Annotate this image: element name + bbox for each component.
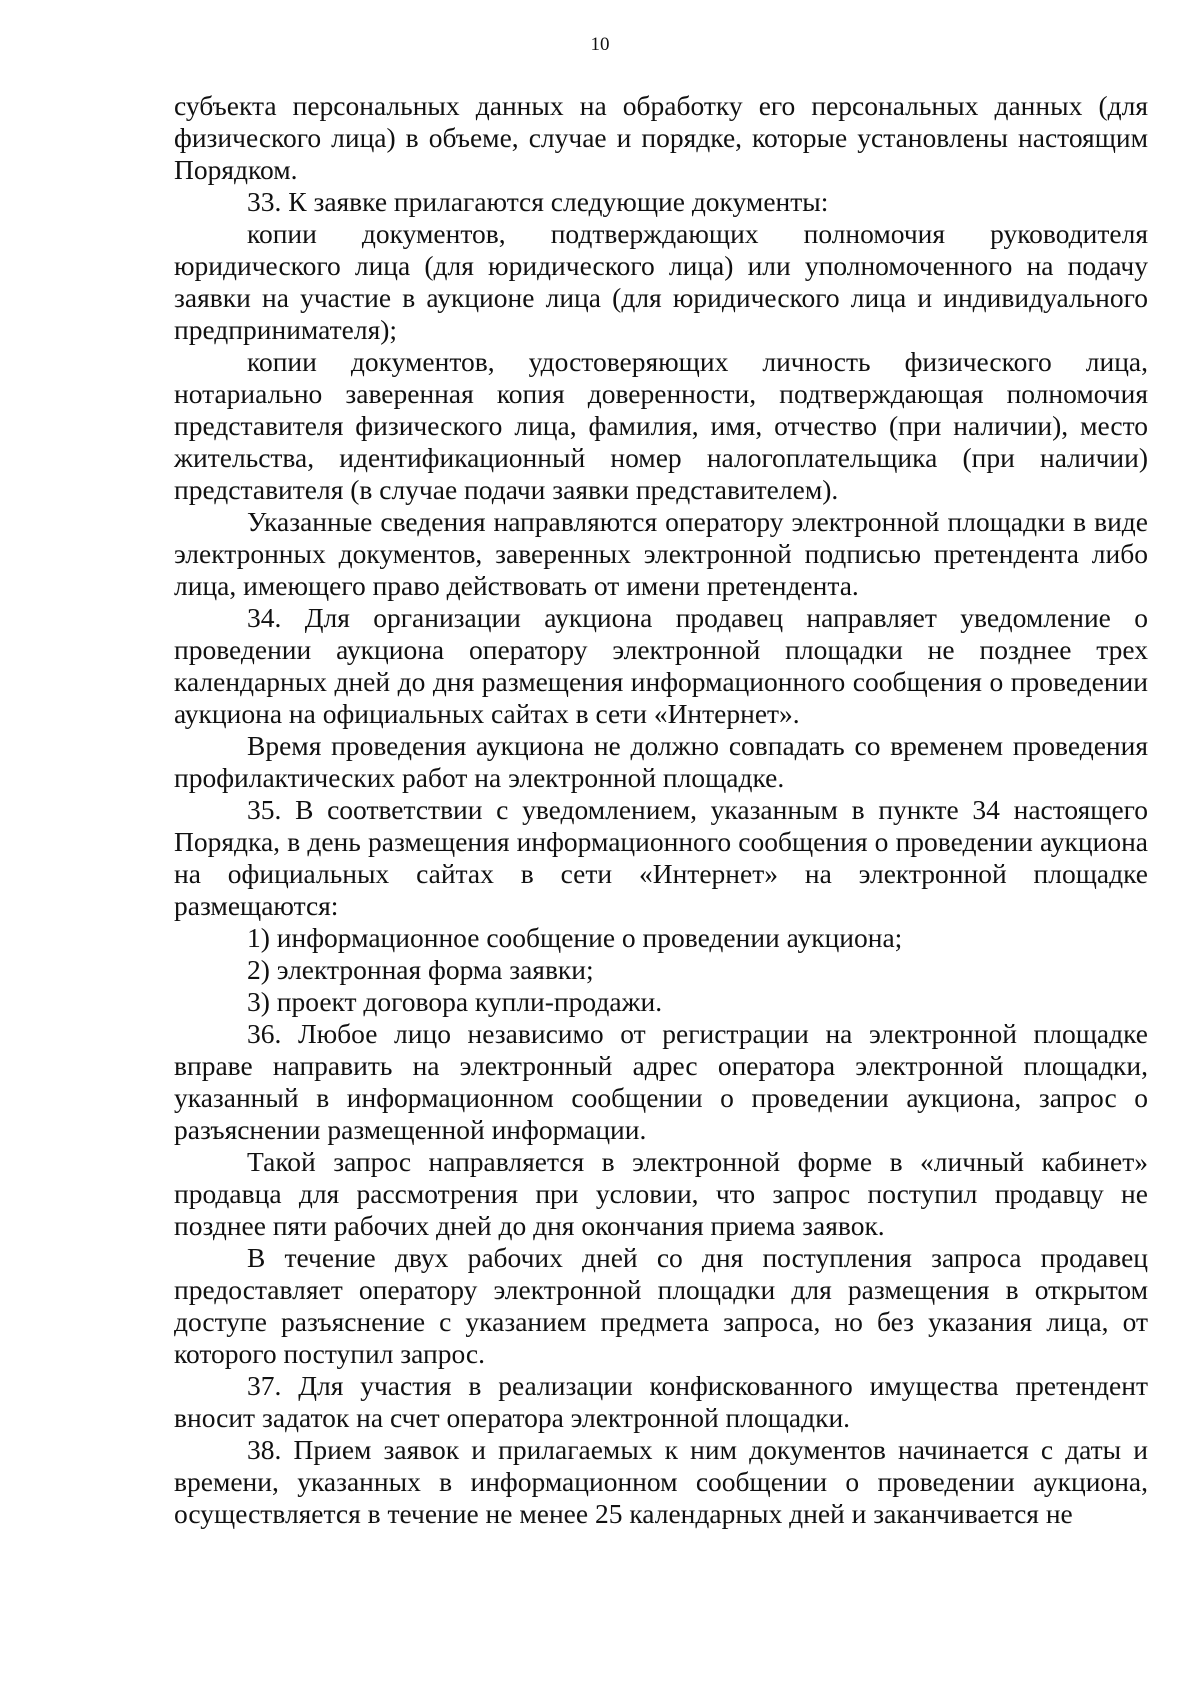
paragraph-item-35: 35. В соответствии с уведомлением, указанным в пункте 34 настоящего Порядка, в день размещения информационного сообщения о проведении аукциона на официальных сайтах в сети «Интернет» на электронной площадке размещаются:: [174, 794, 1148, 921]
paragraph-item-37: 37. Для участия в реализации конфискованного имущества претендент вносит задаток на счет оператора электронной площадки.: [174, 1370, 1148, 1433]
paragraph-auction-time: Время проведения аукциона не должно совпадать со временем проведения профилактических работ на электронной площадке.: [174, 730, 1148, 793]
paragraph-item-34: 34. Для организации аукциона продавец направляет уведомление о проведении аукциона оператору электронной площадки не позднее трех календарных дней до дня размещения информационного сообщения о проведении аукциона на официальных сайтах в сети «Интернет».: [174, 602, 1148, 729]
list-item-2: 2) электронная форма заявки;: [247, 954, 594, 985]
paragraph-item-33: 33. К заявке прилагаются следующие документы:: [247, 186, 829, 217]
document-body: [174, 90, 1148, 1530]
paragraph-copies-individual: копии документов, удостоверяющих личность физического лица, нотариально заверенная копия доверенности, подтверждающая полномочия представителя физического лица, фамилия, имя, отчество (при наличии), место жительства, идентификационный номер налогоплательщика (при наличии) представителя (в случае подачи заявки представителем).: [174, 346, 1148, 505]
paragraph-item-38: 38. Прием заявок и прилагаемых к ним документов начинается с даты и времени, указанных в информационном сообщении о проведении аукциона, осуществляется в течение не менее 25 календарных дней и заканчивается не: [174, 1434, 1148, 1529]
paragraph-item-36: 36. Любое лицо независимо от регистрации на электронной площадке вправе направить на электронный адрес оператора электронной площадки, указанный в информационном сообщении о проведении аукциона, запрос о разъяснении размещенной информации.: [174, 1018, 1148, 1145]
paragraph-electronic-docs: Указанные сведения направляются оператору электронной площадки в виде электронных документов, заверенных электронной подписью претендента либо лица, имеющего право действовать от имени претендента.: [174, 506, 1148, 601]
list-item-1: 1) информационное сообщение о проведении аукциона;: [247, 922, 903, 953]
paragraph-request-form: Такой запрос направляется в электронной форме в «личный кабинет» продавца для рассмотрения при условии, что запрос поступил продавцу не позднее пяти рабочих дней до дня окончания приема заявок.: [174, 1146, 1148, 1241]
paragraph-continuation: субъекта персональных данных на обработку его персональных данных (для физического лица) в объеме, случае и порядке, которые установлены настоящим Порядком.: [174, 90, 1148, 185]
list-item-3: 3) проект договора купли-продажи.: [247, 986, 663, 1017]
paragraph-copies-legal-entity: копии документов, подтверждающих полномочия руководителя юридического лица (для юридического лица) или уполномоченного на подачу заявки на участие в аукционе лица (для юридического лица и индивидуального предпринимателя);: [174, 218, 1148, 345]
paragraph-clarification: В течение двух рабочих дней со дня поступления запроса продавец предоставляет оператору электронной площадки для размещения в открытом доступе разъяснение с указанием предмета запроса, но без указания лица, от которого поступил запрос.: [174, 1242, 1148, 1369]
page-number: 10: [590, 34, 610, 55]
